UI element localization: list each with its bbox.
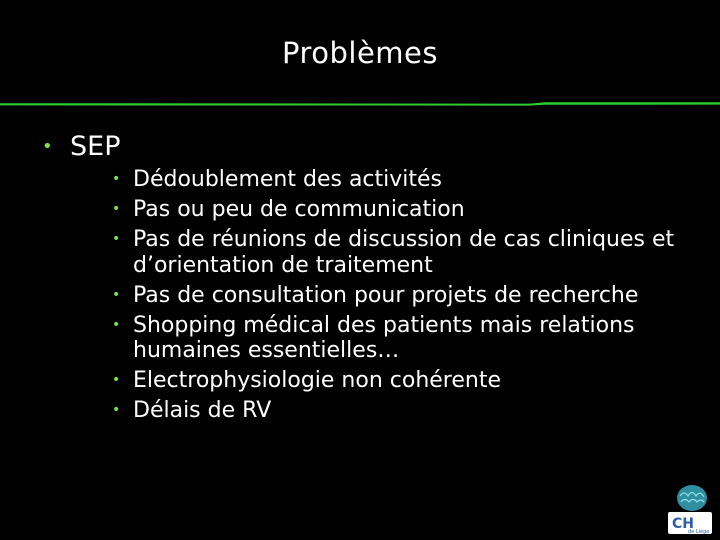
bullet-icon: • <box>112 286 121 303</box>
bullet-icon: • <box>112 372 121 388</box>
bullet-icon: • <box>112 231 121 247</box>
bullet-icon: • <box>112 201 121 217</box>
sub-bullet-list <box>112 167 712 428</box>
bullet-icon: • <box>112 316 121 333</box>
list-item: • Electrophysiologie non cohérente <box>112 368 502 393</box>
list-item: • Pas ou peu de communication <box>112 197 465 222</box>
list-item: • Pas de consultation pour projets de recherche <box>112 282 639 308</box>
main-bullet-text: SEP <box>70 131 121 162</box>
list-item: • Shopping médical des patients mais relations humaines essentielles… <box>112 312 635 363</box>
title-divider <box>0 100 720 108</box>
brain-logo-icon <box>666 480 716 538</box>
list-item: • Délais de RV <box>112 398 272 423</box>
slide-title: Problèmes <box>281 36 438 70</box>
bullet-icon: • <box>112 402 121 418</box>
bullet-icon: • <box>112 171 121 187</box>
list-item: • Pas de réunions de discussion de cas cliniques et d’orientation de traitement <box>112 227 675 278</box>
svg-text:de Liège: de Liège <box>688 529 710 535</box>
svg-text:CH: CH <box>672 516 694 532</box>
list-item: • Dédoublement des activités <box>112 167 443 192</box>
bullet-icon: • <box>42 136 53 157</box>
main-bullet <box>42 131 120 162</box>
